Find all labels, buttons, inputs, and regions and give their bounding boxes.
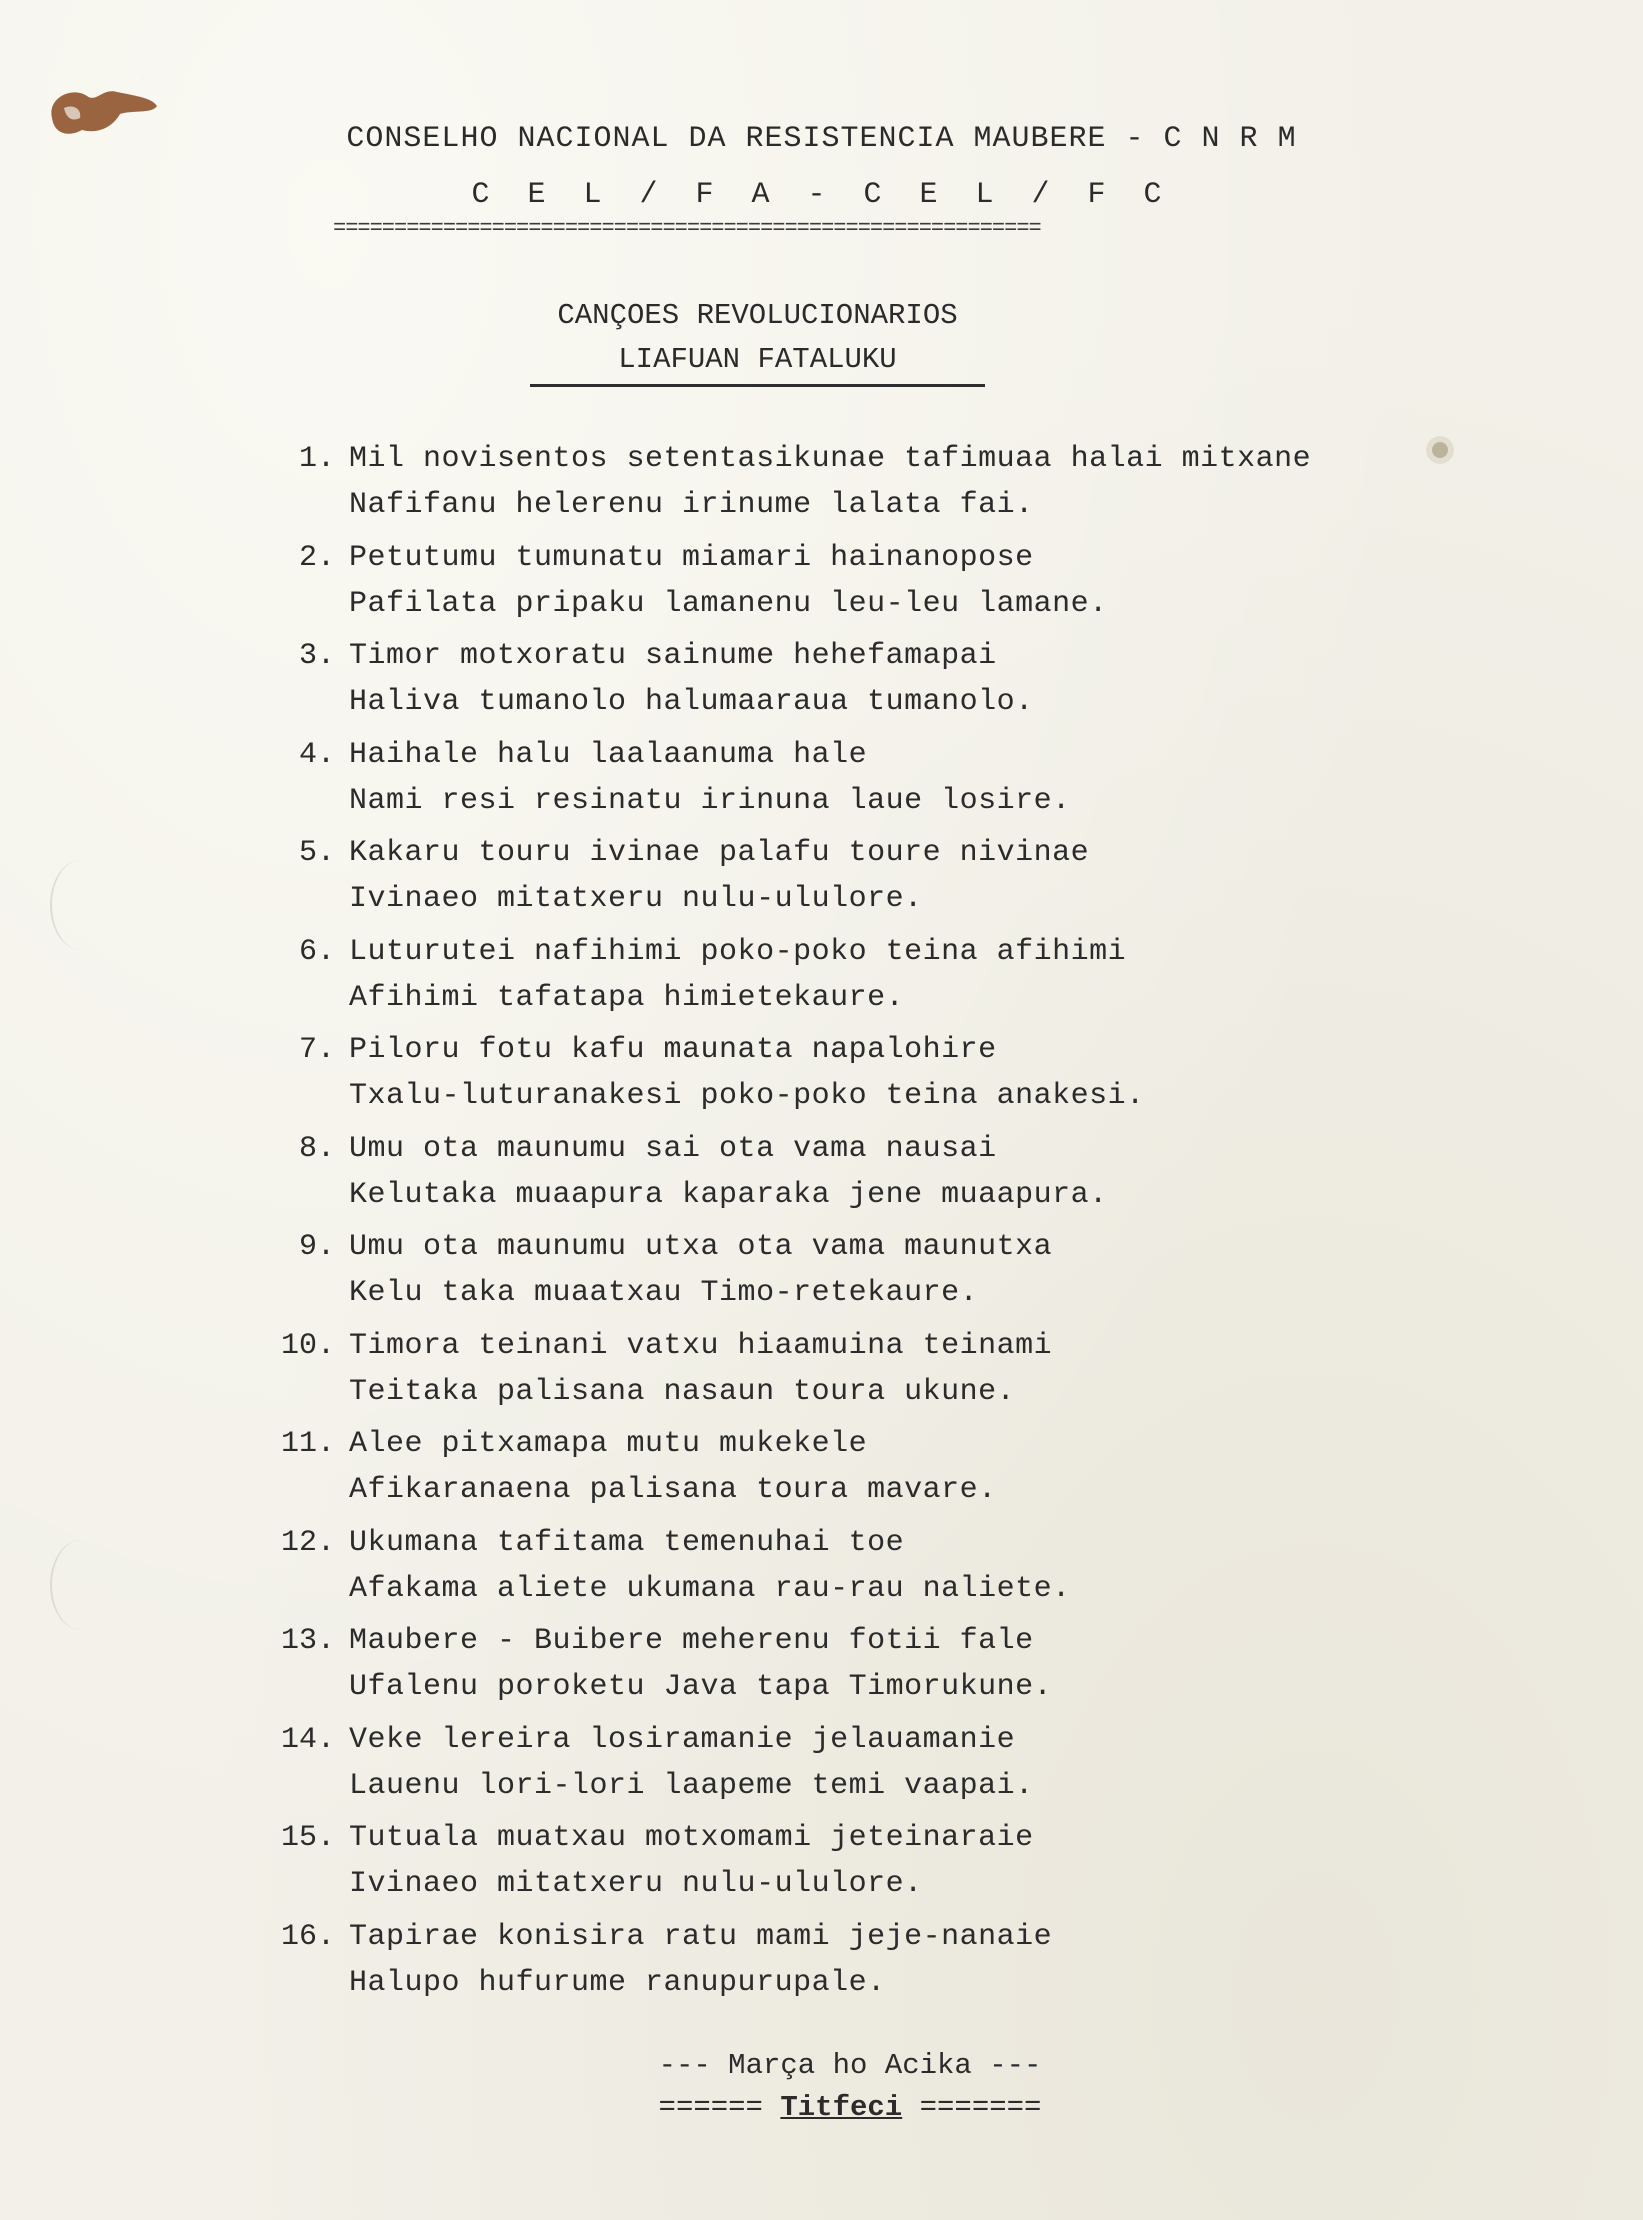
song-number: 13. [280,1624,335,1658]
list-item [265,834,1445,933]
song-number: 11. [280,1427,335,1461]
song-line: Txalu-luturanakesi poko-poko teina anakesi. [349,1079,1145,1113]
song-line: Ukumana tafitama temenuhai toe [349,1525,905,1560]
song-number: 15. [280,1821,335,1855]
footer-signature-line [620,2087,1080,2129]
song-number: 9. [298,1230,335,1264]
song-line: Teitaka palisana nasaun toura ukune. [349,1374,1016,1409]
song-line: Halupo hufurume ranupurupale. [349,1965,886,2000]
song-number: 2. [298,540,335,575]
list-item [265,637,1445,736]
song-line: Veke lereira losiramanie jelauamanie [349,1722,1016,1757]
song-number: 5. [298,836,335,870]
title-line-2: LIAFUAN FATALUKU [618,343,897,376]
list-item [265,1721,1445,1820]
paper-crease-mark [50,1540,112,1630]
song-line: Haliva tumanolo halumaaraua tumanolo. [349,685,1034,719]
list-item [265,1524,1445,1623]
footer-caption: --- Marça ho Acika --- [658,2049,1042,2082]
song-line: Ivinaeo mitatxeru nulu-ululore. [349,1867,923,1901]
song-number: 16. [280,1919,335,1954]
song-line: Nafifanu helerenu irinume lalata fai. [349,488,1034,522]
list-item [265,1130,1445,1229]
song-line: Timor motxoratu sainume hehefamapai [349,639,997,673]
song-line: Umu ota maunumu utxa ota vama maunutxa [349,1230,1053,1264]
song-line: Ivinaeo mitatxeru nulu-ululore. [349,882,923,916]
footer-right-rule: ======= [919,2091,1042,2124]
song-number: 4. [298,737,335,772]
song-line: Petutumu tumunatu miamari hainanopose [349,540,1034,575]
song-line: Mil novisentos setentasikunae tafimuaa halai mitxane [349,442,1312,476]
song-line: Tapirae konisira ratu mami jeje-nanaie [349,1919,1053,1954]
song-line: Kelu taka muaatxau Timo-retekaure. [349,1276,979,1310]
song-number: 12. [280,1525,335,1560]
song-line: Lauenu lori-lori laapeme temi vaapai. [349,1768,1034,1803]
song-line: Alee pitxamapa mutu mukekele [349,1427,868,1461]
footer-signature: Titfeci [780,2091,903,2124]
paper-crease-mark [50,860,112,950]
song-line: Ufalenu poroketu Java tapa Timorukune. [349,1670,1053,1704]
list-item [265,933,1445,1032]
title-line-1: CANÇOES REVOLUCIONARIOS [557,299,958,332]
song-line: Kelutaka muaapura kaparaka jene muaapura. [349,1177,1108,1212]
song-list [265,440,1445,2016]
song-number: 3. [298,639,335,673]
list-item [265,1031,1445,1130]
organization-heading: CONSELHO NACIONAL DA RESISTENCIA MAUBERE - C N R M [346,122,1297,156]
song-number: 1. [298,442,335,476]
song-line: Umu ota maunumu sai ota vama nausai [349,1131,997,1166]
song-line: Nami resi resinatu irinuna laue losire. [349,783,1071,818]
song-number: 10. [280,1328,335,1363]
list-item [265,1622,1445,1721]
song-line: Maubere - Buibere meherenu fotii fale [349,1624,1034,1658]
title-underline [530,384,985,387]
list-item [265,736,1445,835]
song-line: Luturutei nafihimi poko-poko teina afihimi [349,934,1127,969]
song-number: 7. [298,1033,335,1067]
song-number: 6. [298,934,335,969]
cel-heading: C E L / F A - C E L / F C [471,178,1172,212]
song-number: 8. [298,1131,335,1166]
list-item [265,1327,1445,1426]
list-item [265,539,1445,638]
footer-block [620,2045,1080,2129]
list-item [265,1819,1445,1918]
header-double-rule: ========================================================== [333,222,1041,236]
song-line: Piloru fotu kafu maunata napalohire [349,1033,997,1067]
song-line: Kakaru touru ivinae palafu toure nivinae [349,836,1090,870]
list-item [265,1425,1445,1524]
song-line: Tutuala muatxau motxomami jeteinaraie [349,1821,1034,1855]
list-item [265,1918,1445,2017]
song-line: Pafilata pripaku lamanenu leu-leu lamane. [349,586,1108,621]
footer-left-rule: ====== [658,2091,763,2124]
list-item [265,1228,1445,1327]
song-line: Afihimi tafatapa himietekaure. [349,980,905,1015]
song-number: 14. [280,1722,335,1757]
song-line: Afikaranaena palisana toura mavare. [349,1473,997,1507]
song-line: Haihale halu laalaanuma hale [349,737,868,772]
song-line: Afakama aliete ukumana rau-rau naliete. [349,1571,1071,1606]
song-line: Timora teinani vatxu hiaamuina teinami [349,1328,1053,1363]
list-item [265,440,1445,539]
title-block [530,294,985,387]
